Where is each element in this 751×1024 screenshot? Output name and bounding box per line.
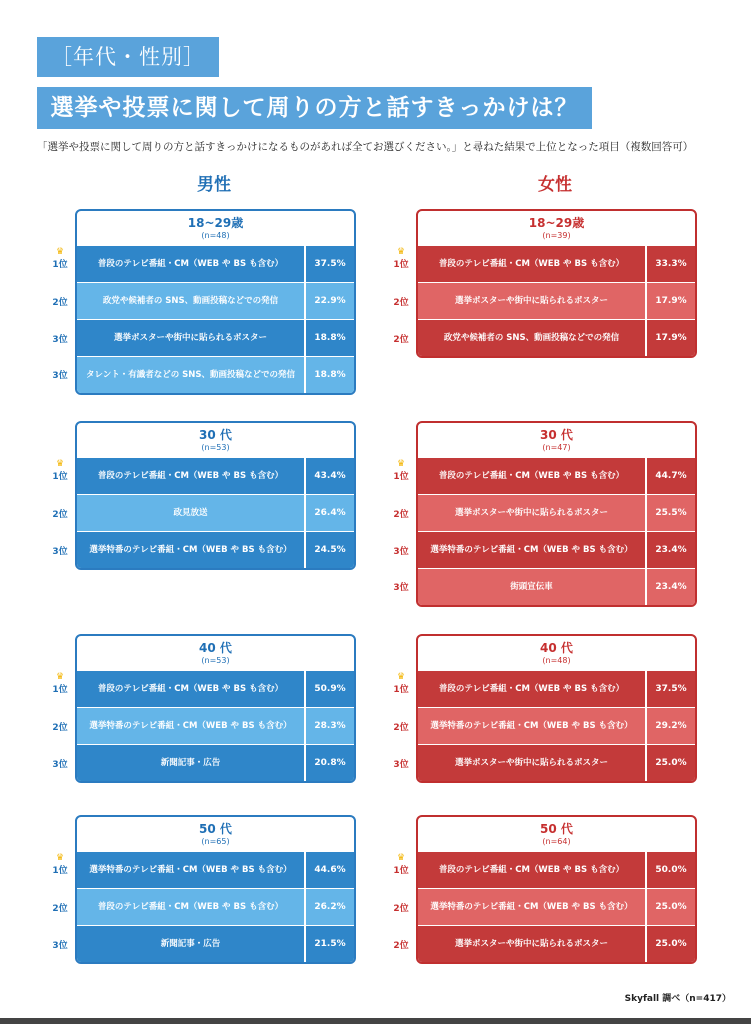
row-pct: 44.6% bbox=[314, 865, 346, 875]
row-pct: 29.2% bbox=[655, 721, 687, 731]
row-item: 選挙特番のテレビ番組・CM（WEB や BS も含む） bbox=[77, 708, 306, 744]
rank-label: 3位 bbox=[393, 583, 409, 593]
table-row bbox=[77, 707, 354, 744]
row-item: 普段のテレビ番組・CM（WEB や BS も含む） bbox=[77, 889, 306, 925]
row-pct: 23.4% bbox=[655, 545, 687, 555]
table-row bbox=[77, 494, 354, 531]
rank-label: 2位 bbox=[393, 298, 409, 308]
row-item: 選挙ポスターや街中に貼られるポスター bbox=[77, 320, 306, 356]
card-age: 40 代 bbox=[199, 641, 232, 655]
row-pct: 26.4% bbox=[314, 508, 346, 518]
row-pct: 50.9% bbox=[314, 684, 346, 694]
page-subtitle: 「選挙や投票に関して周りの方と話すきっかけになるものがあれば全てお選びください。」と尋ねた結果で上位となった項目（複数回答可） bbox=[37, 141, 694, 153]
card-n: (n=53) bbox=[201, 656, 230, 665]
row-item: 普段のテレビ番組・CM（WEB や BS も含む） bbox=[418, 852, 647, 888]
female-card-30s bbox=[416, 421, 697, 607]
row-item: 選挙特番のテレビ番組・CM（WEB や BS も含む） bbox=[418, 889, 647, 925]
row-pct: 37.5% bbox=[314, 259, 346, 269]
table-row bbox=[77, 319, 354, 356]
row-pct: 25.5% bbox=[655, 508, 687, 518]
row-item: 普段のテレビ番組・CM（WEB や BS も含む） bbox=[77, 671, 306, 707]
rank-label: 2位 bbox=[52, 904, 68, 914]
row-item: タレント・有識者などの SNS、動画投稿などでの発信 bbox=[77, 357, 306, 393]
crown-icon: ♛ bbox=[55, 853, 65, 863]
table-row bbox=[77, 670, 354, 707]
table-row bbox=[418, 707, 695, 744]
rank-label: ♛ 1位 bbox=[386, 673, 416, 695]
crown-icon: ♛ bbox=[55, 459, 65, 469]
table-row bbox=[418, 282, 695, 319]
table-row bbox=[77, 925, 354, 962]
rank-label: 3位 bbox=[52, 335, 68, 345]
row-item: 選挙ポスターや街中に貼られるポスター bbox=[418, 926, 647, 962]
male-card-18-29 bbox=[75, 209, 356, 395]
row-pct: 25.0% bbox=[655, 939, 687, 949]
table-row bbox=[77, 356, 354, 393]
footer-divider bbox=[0, 1018, 751, 1024]
row-pct: 28.3% bbox=[314, 721, 346, 731]
row-item: 普段のテレビ番組・CM（WEB や BS も含む） bbox=[418, 246, 647, 282]
table-row bbox=[418, 925, 695, 962]
male-card-30s bbox=[75, 421, 356, 570]
row-pct: 43.4% bbox=[314, 471, 346, 481]
row-pct: 24.5% bbox=[314, 545, 346, 555]
rank-label: 3位 bbox=[52, 371, 68, 381]
row-item: 普段のテレビ番組・CM（WEB や BS も含む） bbox=[418, 458, 647, 494]
row-pct: 50.0% bbox=[655, 865, 687, 875]
card-n: (n=64) bbox=[542, 837, 571, 846]
row-pct: 18.8% bbox=[314, 370, 346, 380]
table-row bbox=[418, 670, 695, 707]
table-row bbox=[77, 888, 354, 925]
rank-label: 2位 bbox=[393, 335, 409, 345]
row-pct: 33.3% bbox=[655, 259, 687, 269]
section-tag: ［年代・性別］ bbox=[37, 37, 219, 77]
rank-label: ♛ 1位 bbox=[386, 248, 416, 270]
row-item: 普段のテレビ番組・CM（WEB や BS も含む） bbox=[77, 246, 306, 282]
table-row bbox=[418, 744, 695, 781]
table-row bbox=[77, 744, 354, 781]
row-pct: 25.0% bbox=[655, 902, 687, 912]
card-n: (n=47) bbox=[542, 443, 571, 452]
rank-label: ♛ 1位 bbox=[45, 248, 75, 270]
card-n: (n=48) bbox=[201, 231, 230, 240]
female-card-50s bbox=[416, 815, 697, 964]
card-age: 30 代 bbox=[540, 428, 573, 442]
row-item: 選挙特番のテレビ番組・CM（WEB や BS も含む） bbox=[418, 708, 647, 744]
crown-icon: ♛ bbox=[396, 459, 406, 469]
crown-icon: ♛ bbox=[396, 672, 406, 682]
male-heading: 男性 bbox=[197, 175, 231, 195]
row-pct: 20.8% bbox=[314, 758, 346, 768]
crown-icon: ♛ bbox=[396, 247, 406, 257]
row-pct: 22.9% bbox=[314, 296, 346, 306]
rank-label: 2位 bbox=[52, 298, 68, 308]
row-item: 新聞記事・広告 bbox=[77, 745, 306, 781]
table-row bbox=[418, 494, 695, 531]
crown-icon: ♛ bbox=[55, 247, 65, 257]
row-item: 政党や候補者の SNS、動画投稿などでの発信 bbox=[77, 283, 306, 319]
row-pct: 23.4% bbox=[655, 582, 687, 592]
row-pct: 37.5% bbox=[655, 684, 687, 694]
row-item: 選挙ポスターや街中に貼られるポスター bbox=[418, 745, 647, 781]
row-pct: 25.0% bbox=[655, 758, 687, 768]
rank-label: 2位 bbox=[52, 723, 68, 733]
rank-label: 2位 bbox=[52, 510, 68, 520]
table-row bbox=[77, 245, 354, 282]
row-pct: 44.7% bbox=[655, 471, 687, 481]
crown-icon: ♛ bbox=[396, 853, 406, 863]
rank-label: 3位 bbox=[52, 547, 68, 557]
page-title: 選挙や投票に関して周りの方と話すきっかけは？ bbox=[37, 87, 592, 129]
row-item: 普段のテレビ番組・CM（WEB や BS も含む） bbox=[418, 671, 647, 707]
table-row bbox=[418, 851, 695, 888]
card-n: (n=65) bbox=[201, 837, 230, 846]
table-row bbox=[418, 888, 695, 925]
rank-label: 3位 bbox=[52, 941, 68, 951]
row-item: 政見放送 bbox=[77, 495, 306, 531]
table-row bbox=[418, 531, 695, 568]
rank-label: 2位 bbox=[393, 904, 409, 914]
card-age: 50 代 bbox=[199, 822, 232, 836]
row-item: 選挙特番のテレビ番組・CM（WEB や BS も含む） bbox=[418, 532, 647, 568]
row-pct: 18.8% bbox=[314, 333, 346, 343]
rank-label: ♛ 1位 bbox=[45, 854, 75, 876]
rank-label: ♛ 1位 bbox=[386, 854, 416, 876]
row-item: 政党や候補者の SNS、動画投稿などでの発信 bbox=[418, 320, 647, 356]
card-n: (n=48) bbox=[542, 656, 571, 665]
row-item: 選挙ポスターや街中に貼られるポスター bbox=[418, 495, 647, 531]
table-row bbox=[77, 531, 354, 568]
crown-icon: ♛ bbox=[55, 672, 65, 682]
row-item: 新聞記事・広告 bbox=[77, 926, 306, 962]
female-card-18-29 bbox=[416, 209, 697, 358]
table-row bbox=[418, 568, 695, 605]
row-pct: 17.9% bbox=[655, 296, 687, 306]
row-pct: 21.5% bbox=[314, 939, 346, 949]
row-item: 選挙特番のテレビ番組・CM（WEB や BS も含む） bbox=[77, 532, 306, 568]
row-item: 街頭宣伝車 bbox=[418, 569, 647, 605]
table-row bbox=[418, 319, 695, 356]
rank-label: 3位 bbox=[393, 547, 409, 557]
card-n: (n=53) bbox=[201, 443, 230, 452]
rank-label: 3位 bbox=[393, 760, 409, 770]
female-card-40s bbox=[416, 634, 697, 783]
male-card-40s bbox=[75, 634, 356, 783]
source-note: Skyfall 調べ（n=417） bbox=[624, 994, 731, 1004]
rank-label: ♛ 1位 bbox=[45, 673, 75, 695]
rank-label: 3位 bbox=[52, 760, 68, 770]
female-heading: 女性 bbox=[538, 175, 572, 195]
table-row bbox=[77, 457, 354, 494]
card-age: 50 代 bbox=[540, 822, 573, 836]
row-pct: 26.2% bbox=[314, 902, 346, 912]
row-pct: 17.9% bbox=[655, 333, 687, 343]
row-item: 普段のテレビ番組・CM（WEB や BS も含む） bbox=[77, 458, 306, 494]
table-row bbox=[77, 851, 354, 888]
card-n: (n=39) bbox=[542, 231, 571, 240]
card-age: 18~29歳 bbox=[187, 216, 244, 230]
rank-label: 2位 bbox=[393, 723, 409, 733]
table-row bbox=[418, 457, 695, 494]
rank-label: ♛ 1位 bbox=[45, 460, 75, 482]
row-item: 選挙ポスターや街中に貼られるポスター bbox=[418, 283, 647, 319]
rank-label: ♛ 1位 bbox=[386, 460, 416, 482]
table-row bbox=[77, 282, 354, 319]
rank-label: 2位 bbox=[393, 510, 409, 520]
card-age: 18~29歳 bbox=[528, 216, 585, 230]
card-age: 40 代 bbox=[540, 641, 573, 655]
rank-label: 2位 bbox=[393, 941, 409, 951]
male-card-50s bbox=[75, 815, 356, 964]
card-age: 30 代 bbox=[199, 428, 232, 442]
table-row bbox=[418, 245, 695, 282]
row-item: 選挙特番のテレビ番組・CM（WEB や BS も含む） bbox=[77, 852, 306, 888]
